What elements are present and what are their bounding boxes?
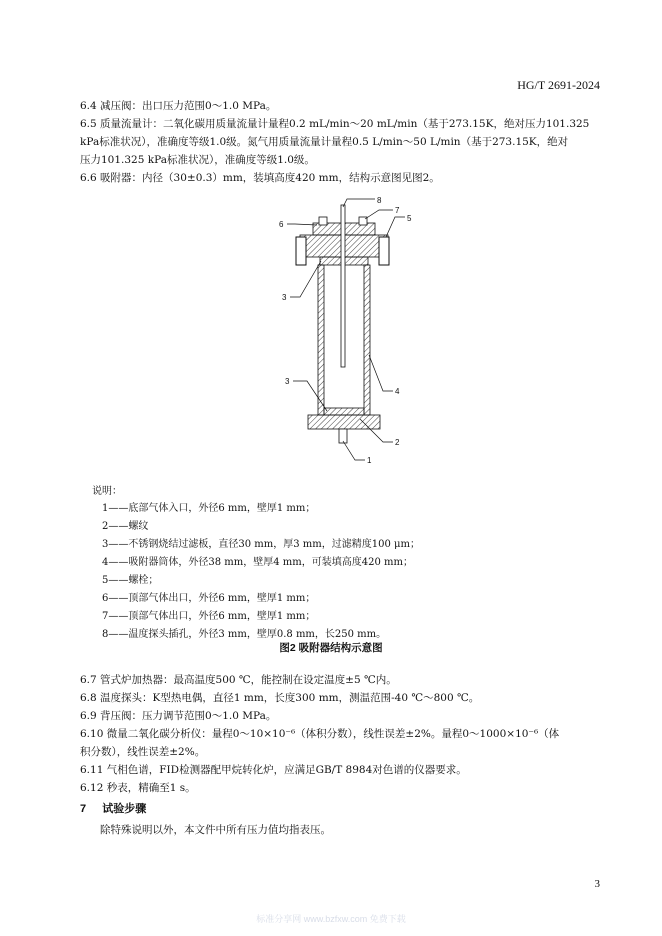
bolt-right — [379, 237, 389, 265]
cylinder-wall-left — [318, 265, 324, 415]
page-number: 3 — [594, 878, 600, 890]
item-6-5-line2: kPa标准状况），准确度等级1.0级。氮气用质量流量计量程0.5 L/min～50 L/min（基于273.15K，绝对 — [80, 136, 569, 148]
legend-item-5: 5——螺栓； — [102, 575, 159, 586]
legend-item-6: 6——顶部气体出口，外径6 mm，壁厚1 mm； — [102, 593, 316, 604]
legend-item-4: 4——吸附器筒体，外径38 mm，壁厚4 mm，可装填高度420 mm； — [102, 557, 413, 568]
legend-item-3: 3——不锈钢烧结过滤板，直径30 mm，厚3 mm，过滤精度100 μm； — [102, 539, 420, 550]
item-6-7: 6.7 管式炉加热器：最高温度500 ℃，能控制在设定温度±5 ℃内。 — [80, 674, 397, 686]
legend-title: 说明： — [92, 486, 122, 497]
item-6-10-line1: 6.10 微量二氧化碳分析仪：量程0～10×10⁻⁶（体积分数），线性误差±2%。量程0～1000×10⁻⁶（体 — [80, 728, 560, 740]
callout-3-bottom: 3 — [285, 377, 290, 386]
bottom-inlet — [339, 429, 347, 443]
item-6-8: 6.8 温度探头：K型热电偶，直径1 mm，长度300 mm，测温范围-40 ℃～800 ℃。 — [80, 692, 480, 704]
legend-item-7: 7——顶部气体出口，外径6 mm，壁厚1 mm； — [102, 611, 316, 622]
bottom-flange — [308, 415, 380, 429]
legend-item-1: 1——底部气体入口，外径6 mm，壁厚1 mm； — [102, 503, 316, 514]
item-6-4: 6.4 减压阀：出口压力范围0～1.0 MPa。 — [80, 100, 277, 112]
callout-2: 2 — [395, 438, 400, 447]
section-number: 7 — [80, 803, 87, 815]
bottom-filter-plate — [324, 408, 364, 415]
item-6-9: 6.9 背压阀：压力调节范围0～1.0 MPa。 — [80, 710, 277, 722]
cylinder-wall-right — [364, 265, 370, 415]
standard-code: HG/T 2691-2024 — [517, 78, 600, 92]
callout-3-top: 3 — [282, 293, 287, 302]
section-heading — [80, 800, 146, 816]
item-6-5-line1: 6.5 质量流量计：二氧化碳用质量流量计量程0.2 mL/min～20 mL/min（基于273.15K，绝对压力101.325 — [80, 118, 590, 130]
item-6-12: 6.12 秒表，精确至1 s。 — [80, 782, 196, 794]
section-body: 除特殊说明以外，本文件中所有压力值均指表压。 — [100, 824, 331, 836]
adsorber-diagram — [255, 195, 425, 475]
item-6-6: 6.6 吸附器：内径（30±0.3）mm，装填高度420 mm，结构示意图见图2。 — [80, 172, 440, 184]
section-title: 试验步骤 — [102, 803, 147, 815]
bolt-left — [296, 237, 306, 265]
callout-7: 7 — [395, 206, 400, 215]
callout-8: 8 — [377, 196, 382, 205]
legend-item-8: 8——温度探头插孔，外径3 mm，壁厚0.8 mm，长250 mm。 — [102, 629, 387, 640]
legend-item-2: 2——螺纹 — [102, 521, 149, 532]
callout-4: 4 — [395, 387, 400, 396]
top-outlet-left — [319, 217, 327, 225]
probe-well — [341, 205, 345, 367]
figure-caption: 图2 吸附器结构示意图 — [279, 642, 383, 654]
item-6-10-line2: 积分数），线性误差±2%。 — [80, 746, 206, 758]
item-6-5-line3: 压力101.325 kPa标准状况），准确度等级1.0级。 — [80, 154, 315, 166]
item-6-11: 6.11 气相色谱，FID检测器配甲烷转化炉，应满足GB/T 8984对色谱的仪器要求。 — [80, 764, 467, 776]
callout-1: 1 — [367, 456, 372, 465]
watermark: 标准分享网 www.bzfxw.com 免费下载 — [256, 914, 406, 924]
callout-5: 5 — [407, 214, 412, 223]
callout-6: 6 — [279, 220, 284, 229]
